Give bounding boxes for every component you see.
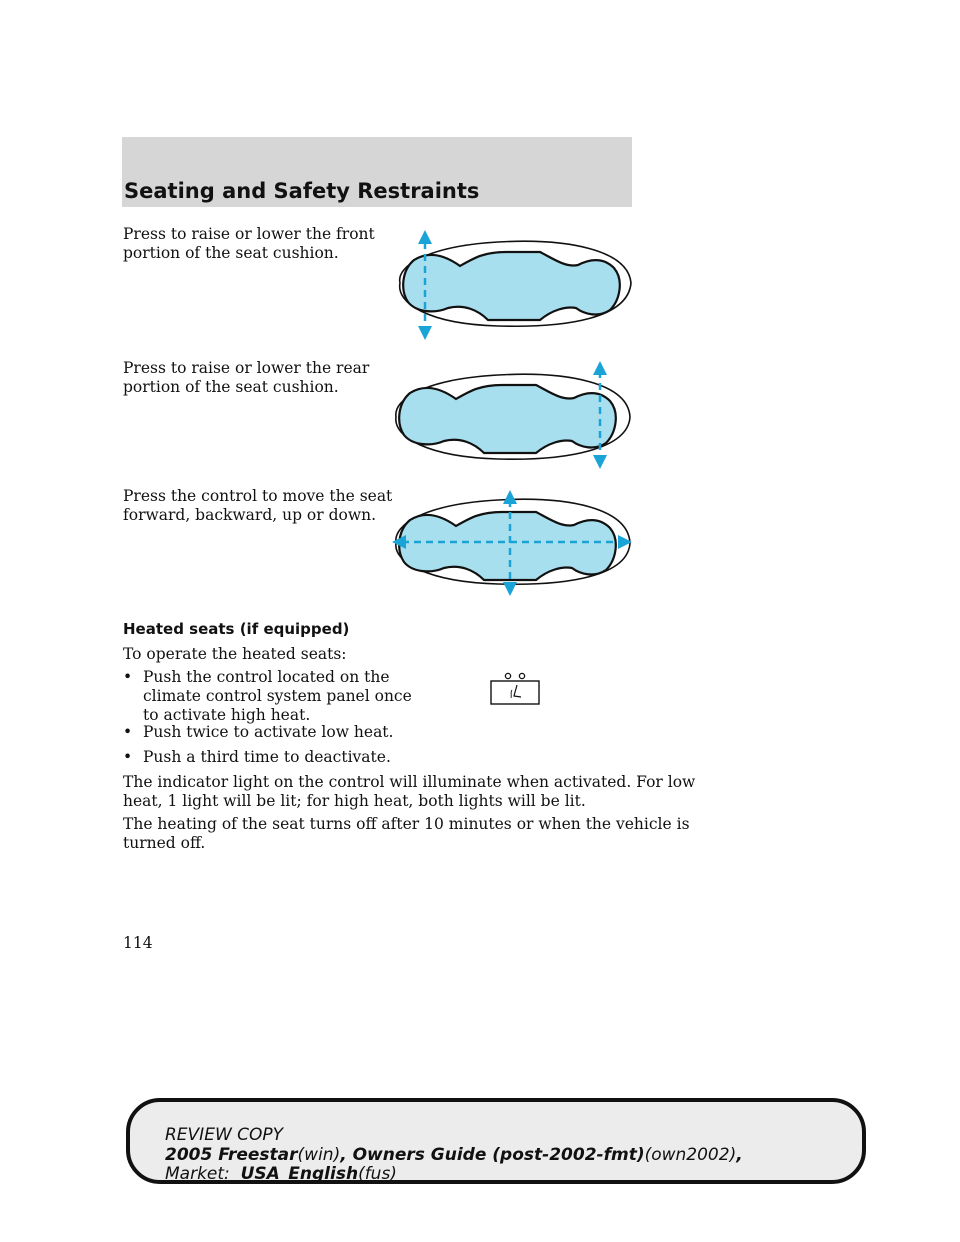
- footer-model-code: (win): [297, 1145, 341, 1165]
- footer-separator: ,: [736, 1145, 743, 1165]
- indicator-line-2: heat, 1 light will be lit; for high heat, both lights will be lit.: [123, 792, 586, 810]
- heated-seat-icon: [490, 670, 540, 706]
- footer-market-label: Market:: [165, 1164, 241, 1184]
- indicator-light-text: [123, 773, 695, 811]
- rear-cushion-line-2: portion of the seat cushion.: [123, 378, 339, 396]
- whole-seat-line-1: Press the control to move the seat: [123, 487, 393, 505]
- bullet-item-2-text: Push twice to activate low heat.: [143, 723, 394, 741]
- footer-guide-code: (own2002): [644, 1145, 737, 1165]
- page-number: 114: [123, 934, 153, 952]
- bullet-item-1-text: [143, 668, 412, 725]
- heated-intro: To operate the heated seats:: [123, 645, 347, 663]
- footer-market-code: (fus): [358, 1164, 397, 1184]
- section-title: Seating and Safety Restraints: [124, 179, 480, 203]
- whole-seat-text: [123, 487, 392, 525]
- footer-model: 2005 Freestar: [165, 1145, 298, 1165]
- bullet-glyph: •: [123, 723, 133, 741]
- bullet-1-line-3: to activate high heat.: [143, 706, 311, 724]
- front-cushion-line-2: portion of the seat cushion.: [123, 244, 339, 262]
- heated-seats-heading: Heated seats (if equipped): [123, 620, 350, 638]
- front-cushion-line-1: Press to raise or lower the front: [123, 225, 375, 243]
- seat-rear-tilt-arrow-icon: [388, 357, 636, 471]
- auto-off-line-1: The heating of the seat turns off after 10 minutes or when the vehicle is: [123, 815, 690, 833]
- footer-market-value: USA_English: [240, 1164, 359, 1184]
- bullet-item-3-text: Push a third time to deactivate.: [143, 748, 391, 766]
- seat-four-way-arrow-icon: [386, 488, 638, 600]
- footer-review-copy: REVIEW COPY: [165, 1125, 284, 1145]
- bullet-glyph: •: [123, 668, 133, 686]
- indicator-line-1: The indicator light on the control will illuminate when activated. For low: [123, 773, 696, 791]
- footer-guide-name: , Owners Guide (post-2002-fmt): [340, 1145, 645, 1165]
- whole-seat-line-2: forward, backward, up or down.: [123, 506, 377, 524]
- bullet-glyph: •: [123, 748, 133, 766]
- rear-cushion-line-1: Press to raise or lower the rear: [123, 359, 370, 377]
- bullet-1-line-2: climate control system panel once: [143, 687, 412, 705]
- auto-off-text: [123, 815, 690, 853]
- front-cushion-text: [123, 225, 375, 263]
- seat-front-tilt-arrow-icon: [388, 228, 636, 342]
- footer-document-info: [165, 1145, 743, 1165]
- rear-cushion-text: [123, 359, 369, 397]
- auto-off-line-2: turned off.: [123, 834, 206, 852]
- bullet-1-line-1: Push the control located on the: [143, 668, 390, 686]
- footer-market: [165, 1164, 397, 1184]
